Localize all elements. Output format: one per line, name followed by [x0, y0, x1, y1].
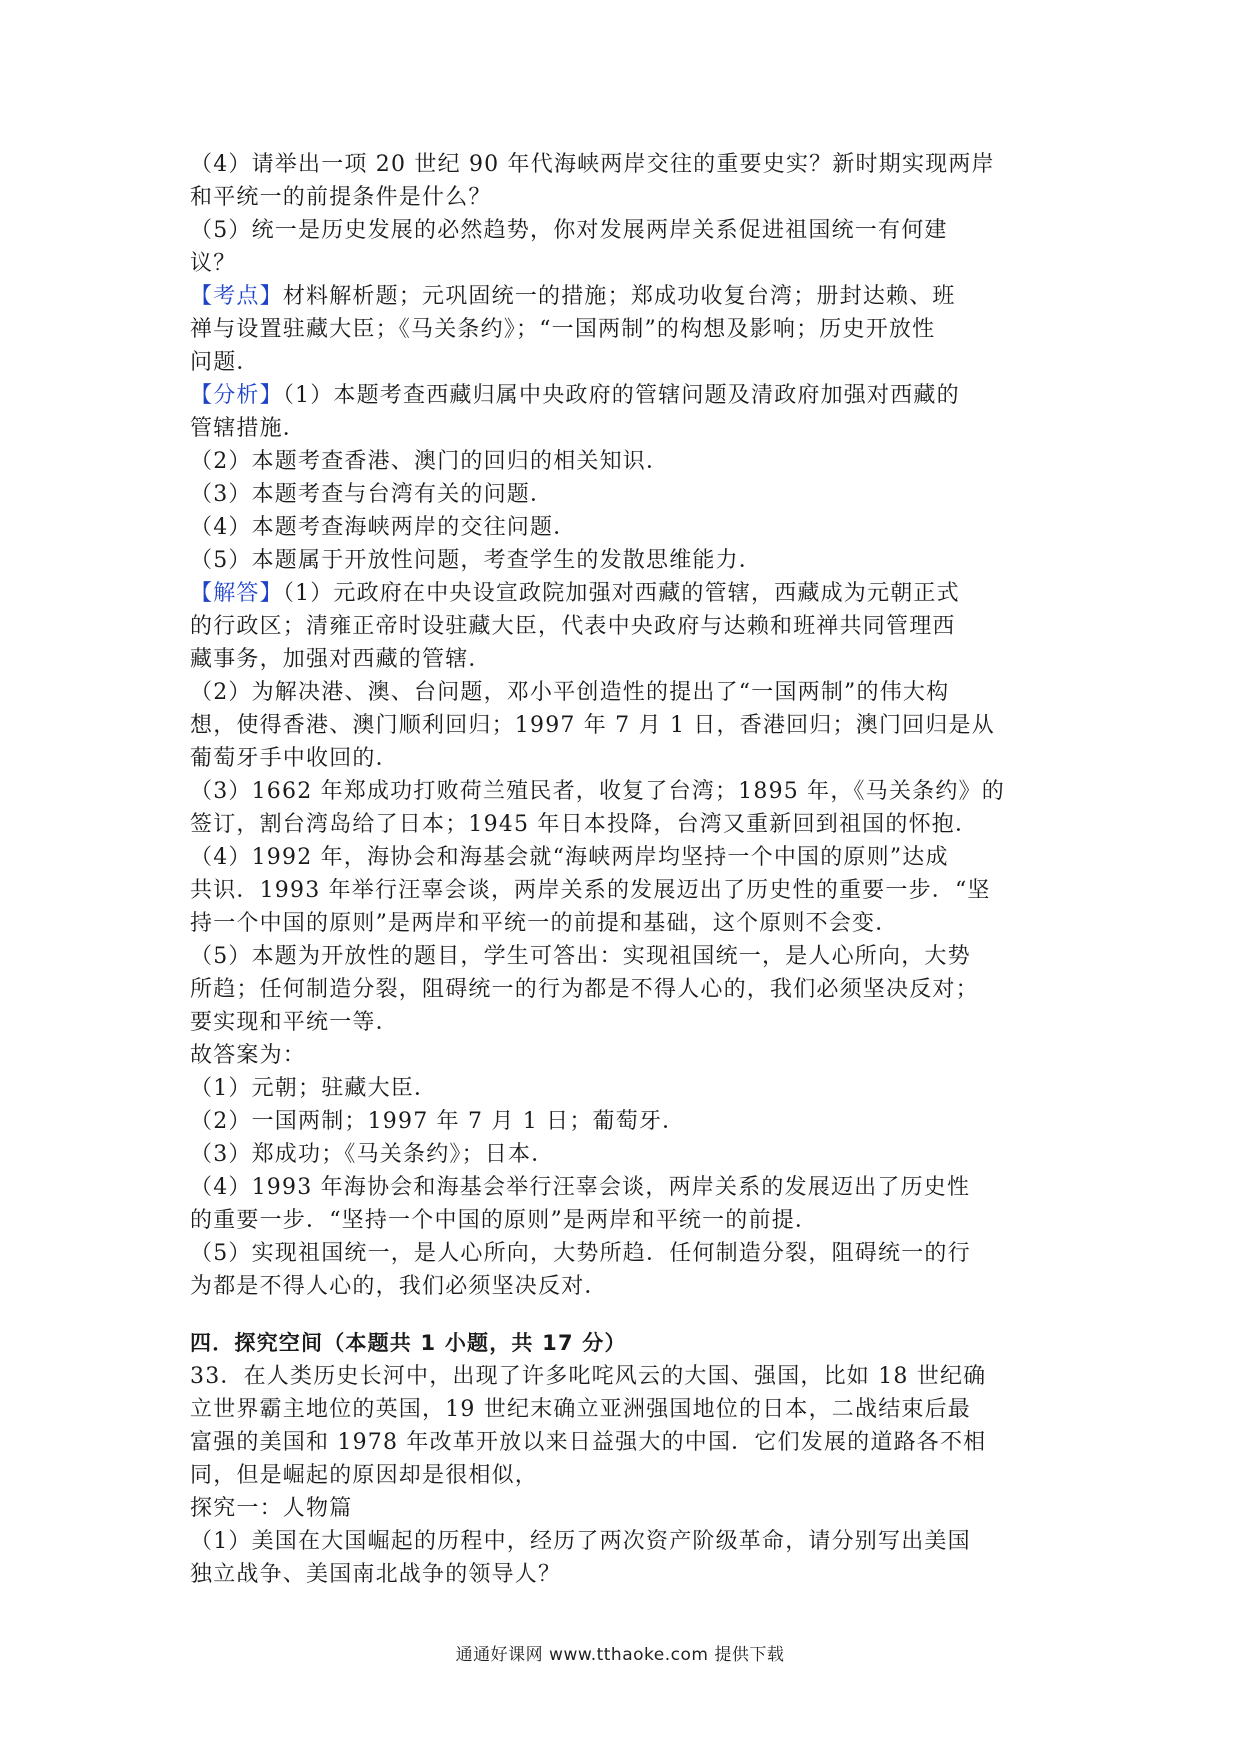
jieda-line-12: （5）本题为开放性的题目，学生可答出：实现祖国统一，是人心所向，大势	[190, 944, 971, 969]
jieda-line-13: 所趋；任何制造分裂，阻碍统一的行为都是不得人心的，我们必须坚决反对；	[190, 977, 979, 1002]
answer-line-1: （1）元朝；驻藏大臣．	[190, 1076, 438, 1101]
explore-1-title: 探究一：人物篇	[190, 1496, 353, 1521]
q5-line-1: （5）统一是历史发展的必然趋势，你对发展两岸关系促进祖国统一有何建	[190, 218, 948, 243]
section-spacer	[190, 1303, 1060, 1327]
fenxi-tag: 【分析】	[190, 383, 283, 408]
q33-line-3: 富强的美国和 1978 年改革开放以来日益强大的中国．它们发展的道路各不相	[190, 1430, 987, 1455]
q33-line-1: 33．在人类历史长河中，出现了许多叱咤风云的大国、强国，比如 18 世纪确	[190, 1364, 987, 1389]
jieda-line-4: （2）为解决港、澳、台问题，邓小平创造性的提出了“一国两制”的伟大构	[190, 680, 950, 705]
jieda-line-8: 签订，割台湾岛给了日本；1945 年日本投降，台湾又重新回到祖国的怀抱．	[190, 812, 979, 837]
document-body	[190, 148, 1060, 1591]
q33-line-4: 同，但是崛起的原因却是很相似，	[190, 1463, 539, 1488]
jieda-line-14: 要实现和平统一等．	[190, 1010, 399, 1035]
fenxi-line-6: （5）本题属于开放性问题，考查学生的发散思维能力．	[190, 548, 762, 573]
jieda-line-2: 的行政区；清雍正帝时设驻藏大臣，代表中央政府与达赖和班禅共同管理西	[190, 614, 956, 639]
jieda-tag: 【解答】	[190, 581, 283, 606]
fenxi-line-5: （4）本题考查海峡两岸的交往问题．	[190, 515, 577, 540]
sub1-line-1: （1）美国在大国崛起的历程中，经历了两次资产阶级革命，请分别写出美国	[190, 1529, 971, 1554]
jieda-line-9: （4）1992 年，海协会和海基会就“海峡两岸均坚持一个中国的原则”达成	[190, 845, 949, 870]
jieda-line-7: （3）1662 年郑成功打败荷兰殖民者，收复了台湾；1895 年，《马关条约》的	[190, 779, 1005, 804]
kaodian-tag: 【考点】	[190, 284, 283, 309]
fenxi-line-1	[190, 379, 1060, 412]
kaodian-line-2: 禅与设置驻藏大臣；《马关条约》；“一国两制”的构想及影响；历史开放性	[190, 317, 936, 342]
answer-line-2: （2）一国两制；1997 年 7 月 1 日；葡萄牙．	[190, 1109, 686, 1134]
kaodian-line-3: 问题．	[190, 350, 260, 375]
answer-line-6: （5）实现祖国统一，是人心所向，大势所趋．任何制造分裂，阻碍统一的行	[190, 1241, 971, 1266]
q33-line-2: 立世界霸主地位的英国，19 世纪末确立亚洲强国地位的日本，二战结束后最	[190, 1397, 971, 1422]
footer-source: 通通好课网 www.tthaoke.com 提供下载	[455, 1645, 785, 1665]
answer-intro: 故答案为：	[190, 1043, 307, 1068]
q5-line-2: 议？	[190, 251, 237, 276]
jieda-text: （1）元政府在中央设宣政院加强对西藏的管辖，西藏成为元朝正式	[282, 581, 960, 606]
answer-line-7: 为都是不得人心的，我们必须坚决反对．	[190, 1274, 608, 1299]
jieda-line-6: 葡萄牙手中收回的．	[190, 746, 399, 771]
jieda-line-3: 藏事务，加强对西藏的管辖．	[190, 647, 492, 672]
q4-line-1: （4）请举出一项 20 世纪 90 年代海峡两岸交往的重要史实？新时期实现两岸	[190, 152, 995, 177]
fenxi-line-4: （3）本题考查与台湾有关的问题．	[190, 482, 554, 507]
answer-line-3: （3）郑成功；《马关条约》；日本．	[190, 1142, 555, 1167]
kaodian-text: 材料解析题；元巩固统一的措施；郑成功收复台湾；册封达赖、班	[282, 284, 956, 309]
jieda-line-1	[190, 577, 1060, 610]
answer-line-4: （4）1993 年海协会和海基会举行汪辜会谈，两岸关系的发展迈出了历史性	[190, 1175, 971, 1200]
jieda-line-10: 共识．1993 年举行汪辜会谈，两岸关系的发展迈出了历史性的重要一步．“坚	[190, 878, 991, 903]
fenxi-line-3: （2）本题考查香港、澳门的回归的相关知识．	[190, 449, 670, 474]
jieda-line-5: 想，使得香港、澳门顺利回归；1997 年 7 月 1 日，香港回归；澳门回归是从	[190, 713, 995, 738]
answer-line-5: 的重要一步．“坚持一个中国的原则”是两岸和平统一的前提．	[190, 1208, 819, 1233]
fenxi-line-2: 管辖措施．	[190, 416, 307, 441]
sub1-line-2: 独立战争、美国南北战争的领导人？	[190, 1562, 562, 1587]
jieda-line-11: 持一个中国的原则”是两岸和平统一的前提和基础，这个原则不会变．	[190, 911, 899, 936]
q4-line-2: 和平统一的前提条件是什么？	[190, 185, 492, 210]
fenxi-text: （1）本题考查西藏归属中央政府的管辖问题及清政府加强对西藏的	[282, 383, 960, 408]
kaodian-line-1	[190, 280, 1060, 313]
section-4-title: 四．探究空间（本题共 1 小题，共 17 分）	[190, 1331, 627, 1355]
